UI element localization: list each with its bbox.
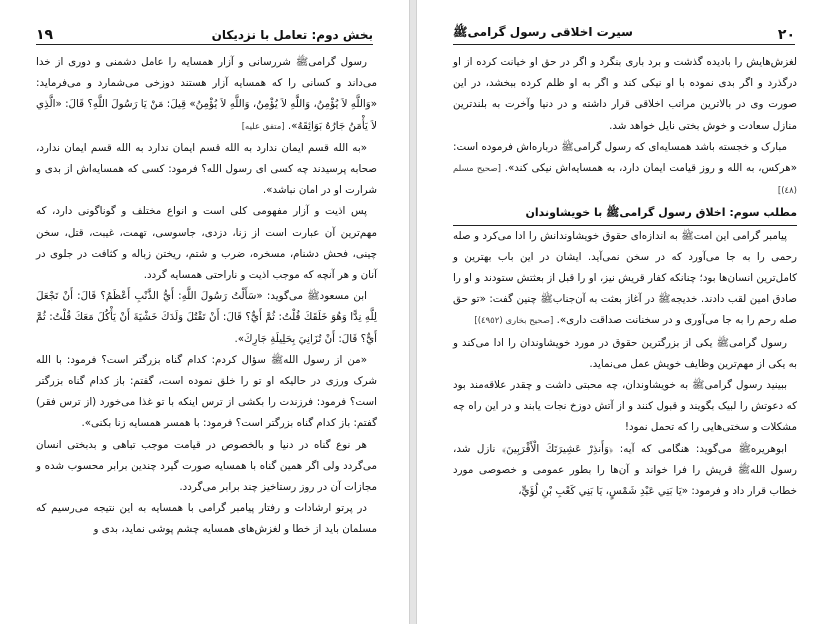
section-title: مطلب سوم: اخلاق رسول گرامیﷺ با خویشاوندان xyxy=(453,202,797,225)
paragraph: ببینید رسول گرامیﷺ به خویشاوندان، چه محبتی داشت و چقدر علاقه‌مند بود که دعوتش را لبیک بگویند و قبول کنند و از آتش دوزخ نجات یابند و در این راه چه مشکلات و سختی‌هایی را که تحمل نمود! xyxy=(453,379,797,434)
paragraph: «به الله قسم ایمان ندارد به الله قسم ایمان ندارد به الله قسم ایمان ندارد، صحابه پرسیدند چه کسی ای رسول الله؟ فرمود: کسی که همسایه‌اش از بدی و شرارت او در امان نباشد». xyxy=(36,141,377,197)
citation: [صحیح بخاری (٤٩٥٢)] xyxy=(474,316,554,327)
right-page-body xyxy=(453,52,797,616)
left-page-header xyxy=(36,22,373,45)
citation: [متفق علیه] xyxy=(241,121,285,132)
paragraph: «من از رسول اللهﷺ سؤال کردم: کدام گناه بزرگتر است؟ فرمود: با الله شرک ورزی در حالیکه او تو را خلق نموده است، گفتم: باز کدام گناه بزرگتر است؟ فرمود: فرزندت را بکشی از ترس اینکه با تو غذا می‌خورد (از ترس فقر) گفتم: باز کدام گناه بزرگتر است؟ فرمود: با همسر همسایه زنا بکنی». xyxy=(36,353,377,430)
left-page xyxy=(0,0,410,624)
paragraph: پس اذیت و آزار مفهومی کلی است و انواع مختلف و گوناگونی دارد، که مهم‌ترین آن عبارت است از زنا، دزدی، جاسوسی، تهمت، غیبت، قتل، سخن چینی، فحش دشنام، مسخره، ضرب و شتم، ریختن زباله و کثافت در جلوی در آنان و هر آنچه که موجب اذیت و ناراحتی همسایه گردد. xyxy=(36,205,377,282)
paragraph: رسول گرامیﷺ شررسانی و آزار همسایه را عامل دشمنی و دوری از خدا می‌داند و کسانی را که همسایه آزار هستند دوزخی می‌شمارد و می‌فرماید: «وَاللَّهِ لاَ يُؤْمِنُ، وَاللَّهِ لاَ يُؤْمِنُ، وَاللَّهِ لاَ يُؤْمِنُ» قِيلَ: مَنْ يَا رَسُولَ اللَّهِ؟ قَالَ: «الَّذِي لاَ يَأْمَنُ جَارُهُ بَوَائِقَهُ». [متفق علیه] xyxy=(36,56,377,132)
paragraph: پیامبر گرامی این امتﷺ به اندازه‌ای حقوق خویشاوندانش را ادا می‌کرد و صله رحمی را به جا می‌آورد که در سخن نمی‌آید. ایشان در این باب بهترین و کامل‌ترین انسان‌ها بود؛ چنانکه کفار قریش نیز، او را قبل از بعثتش ستودند و او را صادق امین لقب دادند. خدیجهﷺ در آغاز بعثت به آن‌جنابﷺ چنین گفت: «تو حق صله رحم را به جا می‌آوری و در سخنانت صداقت داری». [صحیح بخاری (٤٩٥٢)] xyxy=(453,229,797,327)
left-header-title: بخش دوم: تعامل با نزدیکان xyxy=(211,28,373,42)
paragraph: لغزش‌هایش را بادیده گذشت و برد باری بنگرد و اگر در حق او خیانت کرده از او درگذرد و اگر بدی نموده با او نیکی کند و اگر به او ظلم کرده ببخشد، در این صورت وی در بالاترین مراتب اخلاقی قرار داشته و در دنیا وآخرت به بلندترین منازل سعادت و خوش بختی نایل خواهد شد. xyxy=(453,56,797,132)
paragraph: رسول گرامیﷺ یکی از بزرگترین حقوق در مورد خویشاوندان را ادا می‌کند و به یکی از مهم‌ترین وظایف خویش عمل می‌نماید. xyxy=(453,336,797,370)
right-page-number: ٢٠ xyxy=(777,27,795,43)
paragraph: مبارک و خجسته باشد همسایه‌ای که رسول گرامیﷺ درباره‌اش فرموده است: «هرکس، به الله و روز قیامت ایمان دارد، به همسایه‌اش نیکی کند». [صحیح مسلم (٤٨)] xyxy=(453,140,797,197)
paragraph: ابن مسعودﷺ می‌گوید: «سَأَلْتُ رَسُولَ اللَّهِ: أَيُّ الذَّنْبِ أَعْظَمُ؟ قَالَ: أَنْ تَجْعَلَ لِلَّهِ نِدًّا وَهُوَ خَلَقَكَ قُلْتُ: ثُمَّ أَيٌّ؟ قَالَ: أَنْ تَقْتُلَ وَلَدَكَ خَشْيَةَ أَنْ يَأْكُلَ مَعَكَ قُلْتُ: ثُمَّ أَيٌّ؟ قَالَ: أَنْ تُزَانِيَ بِحَلِيلَةِ جَارِكَ». xyxy=(36,290,377,345)
left-page-body xyxy=(36,52,377,616)
paragraph: ابوهریرهﷺ می‌گوید: هنگامی که آیه: ﴿وَأَنذِرْ عَشِيرَتَكَ الْأَقْرَبِينَ﴾ نازل شد، رسول اللهﷺ قریش را فرا خواند و آن‌ها را بطور عمومی و خصوصی مورد خطاب قرار داد و فرمود: «يَا بَنِي عَبْدِ شَمْسٍ، يَا بَنِي كَعْبِ بْنِ لُؤَيٍّ، xyxy=(453,442,797,498)
right-header-title: سیرت اخلاقی رسول گرامیﷺ xyxy=(453,25,633,39)
citation: [صحیح مسلم (٤٨)] xyxy=(453,164,797,197)
left-page-number: ١٩ xyxy=(36,27,54,43)
paragraph: در پرتو ارشادات و رفتار پیامبر گرامی با همسایه به این نتیجه می‌رسیم که مسلمان باید از خطا و لغزش‌های همسایه چشم پوشی نماید، بدی و xyxy=(36,502,377,536)
right-page-header xyxy=(453,22,795,45)
paragraph: هر نوع گناه در دنیا و بالخصوص در قیامت موجب تباهی و بدبختی انسان می‌گردد ولی اگر همین گناه با همسایه صورت گیرد چندین برابر محسوب شده و مجازات آن در روز رستاخیز چند برابر می‌گردد. xyxy=(36,438,377,494)
right-page xyxy=(416,0,831,624)
